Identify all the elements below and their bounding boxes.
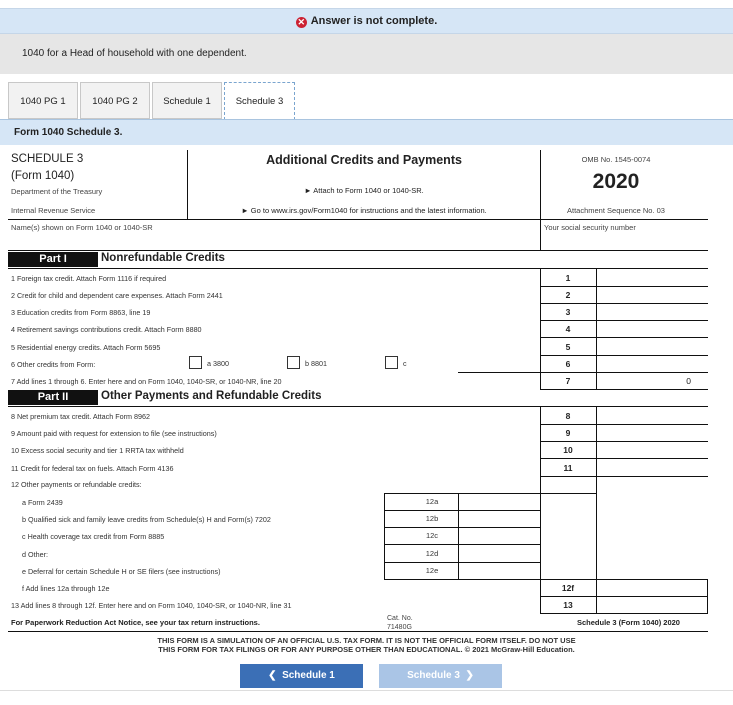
- schedule-title: SCHEDULE 3: [11, 153, 84, 165]
- prev-schedule-button[interactable]: [240, 664, 363, 688]
- line-13-text: 13 Add lines 8 through 12f. Enter here and on Form 1040, 1040-SR, or 1040-NR, line 31: [11, 601, 292, 610]
- line-12a-text: a Form 2439: [22, 498, 63, 507]
- attach-instruction: ► Attach to Form 1040 or 1040-SR.: [304, 186, 424, 195]
- tab-1040-pg2[interactable]: 1040 PG 2: [80, 82, 150, 119]
- part2-label: Part II: [8, 390, 98, 405]
- schedule-form: (Form 1040): [11, 170, 75, 182]
- line-12d-number: 12d: [425, 549, 439, 558]
- line-5-text: 5 Residential energy credits. Attach Form 5695: [11, 343, 161, 352]
- main-title: Additional Credits and Payments: [266, 153, 462, 167]
- line-2-number: 2: [565, 290, 571, 300]
- checkbox-3800-label: a 3800: [207, 359, 229, 368]
- line-3-number: 3: [565, 307, 571, 317]
- part1-title: Nonrefundable Credits: [101, 252, 225, 264]
- line-4-text: 4 Retirement savings contributions credit. Attach Form 8880: [11, 325, 202, 334]
- banner-text: Answer is not complete.: [310, 15, 438, 27]
- line-12b-number: 12b: [425, 514, 439, 523]
- checkbox-other[interactable]: [385, 356, 398, 369]
- line-12f-number: 12f: [561, 583, 575, 593]
- prev-button-label: Schedule 1: [282, 670, 335, 681]
- line-5-number: 5: [565, 342, 571, 352]
- omb-number: OMB No. 1545-0074: [581, 155, 651, 164]
- error-banner: [0, 8, 733, 34]
- checkbox-other-label: c: [403, 359, 407, 368]
- checkbox-3800[interactable]: [189, 356, 202, 369]
- name-label: Name(s) shown on Form 1040 or 1040-SR: [11, 223, 153, 232]
- line-12e-text: e Deferral for certain Schedule H or SE filers (see instructions): [22, 567, 221, 576]
- line-8-number: 8: [565, 411, 571, 421]
- problem-description: 1040 for a Head of household with one dependent.: [0, 34, 733, 74]
- attachment-sequence: Attachment Sequence No. 03: [567, 206, 665, 215]
- chevron-right-icon: ❯: [465, 670, 474, 681]
- line-7-number: 7: [565, 376, 571, 386]
- form-heading: Form 1040 Schedule 3.: [0, 119, 733, 145]
- line-9-text: 9 Amount paid with request for extension to file (see instructions): [11, 429, 217, 438]
- line-1-number: 1: [565, 273, 571, 283]
- goto-instruction: ► Go to www.irs.gov/Form1040 for instructions and the latest information.: [241, 206, 487, 215]
- tax-year: 2020: [592, 170, 640, 193]
- line-1-text: 1 Foreign tax credit. Attach Form 1116 if required: [11, 274, 167, 283]
- paperwork-notice: For Paperwork Reduction Act Notice, see your tax return instructions.: [11, 618, 260, 627]
- next-schedule-button[interactable]: [379, 664, 502, 688]
- cat-no: Cat. No.: [387, 615, 413, 622]
- line-6-text: 6 Other credits from Form:: [11, 360, 96, 369]
- line-12c-number: 12c: [425, 531, 439, 540]
- dept-treasury: Department of the Treasury: [11, 187, 103, 196]
- line-12b-text: b Qualified sick and family leave credits from Schedule(s) H and Form(s) 7202: [22, 515, 271, 524]
- line-13-amount[interactable]: [597, 599, 705, 612]
- tab-schedule-3[interactable]: Schedule 3: [224, 82, 295, 120]
- irs-label: Internal Revenue Service: [11, 206, 96, 215]
- line-12-label: 12 Other payments or refundable credits:: [11, 480, 142, 489]
- error-icon: ✕: [297, 17, 305, 27]
- ssn-label: Your social security number: [544, 223, 636, 232]
- line-2-text: 2 Credit for child and dependent care expenses. Attach Form 2441: [11, 291, 223, 300]
- tab-1040-pg1[interactable]: 1040 PG 1: [8, 82, 78, 119]
- line-12e-number: 12e: [425, 566, 439, 575]
- next-button-label: Schedule 3: [407, 670, 460, 681]
- part2-title: Other Payments and Refundable Credits: [101, 390, 322, 402]
- line-12c-text: c Health coverage tax credit from Form 8885: [22, 532, 165, 541]
- line-12a-number: 12a: [425, 497, 439, 506]
- line-12f-amount[interactable]: [597, 582, 705, 595]
- line-10-text: 10 Excess social security and tier 1 RRTA tax withheld: [11, 446, 184, 455]
- form-identifier: Schedule 3 (Form 1040) 2020: [577, 618, 680, 627]
- line-10-number: 10: [563, 445, 573, 455]
- chevron-left-icon: ❮: [268, 670, 277, 681]
- checkbox-8801-label: b 8801: [305, 359, 327, 368]
- tab-schedule-1[interactable]: Schedule 1: [152, 82, 222, 119]
- line-11-number: 11: [563, 463, 573, 473]
- line-3-text: 3 Education credits from Form 8863, line 19: [11, 308, 151, 317]
- line-12d-text: d Other:: [22, 550, 48, 559]
- line-7-amount[interactable]: 0: [686, 376, 691, 386]
- cat-code: 71480G: [387, 624, 412, 631]
- line-4-number: 4: [565, 324, 571, 334]
- line-7-text: 7 Add lines 1 through 6. Enter here and on Form 1040, 1040-SR, or 1040-NR, line 20: [11, 377, 282, 386]
- disclaimer-line2: THIS FORM FOR TAX FILINGS OR FOR ANY PURPOSE OTHER THAN EDUCATIONAL. © 2021 McGraw-Hill Education.: [158, 645, 575, 654]
- line-8-text: 8 Net premium tax credit. Attach Form 8962: [11, 412, 151, 421]
- checkbox-8801[interactable]: [287, 356, 300, 369]
- line-6-number: 6: [565, 359, 571, 369]
- line-13-number: 13: [563, 600, 573, 610]
- line-11-text: 11 Credit for federal tax on fuels. Attach Form 4136: [11, 464, 174, 473]
- line-12f-text: f Add lines 12a through 12e: [22, 584, 110, 593]
- disclaimer-line1: THIS FORM IS A SIMULATION OF AN OFFICIAL U.S. TAX FORM. IT IS NOT THE OFFICIAL FORM ITSELF. DO NOT USE: [157, 636, 576, 645]
- line-9-number: 9: [565, 428, 571, 438]
- part1-label: Part I: [8, 252, 98, 267]
